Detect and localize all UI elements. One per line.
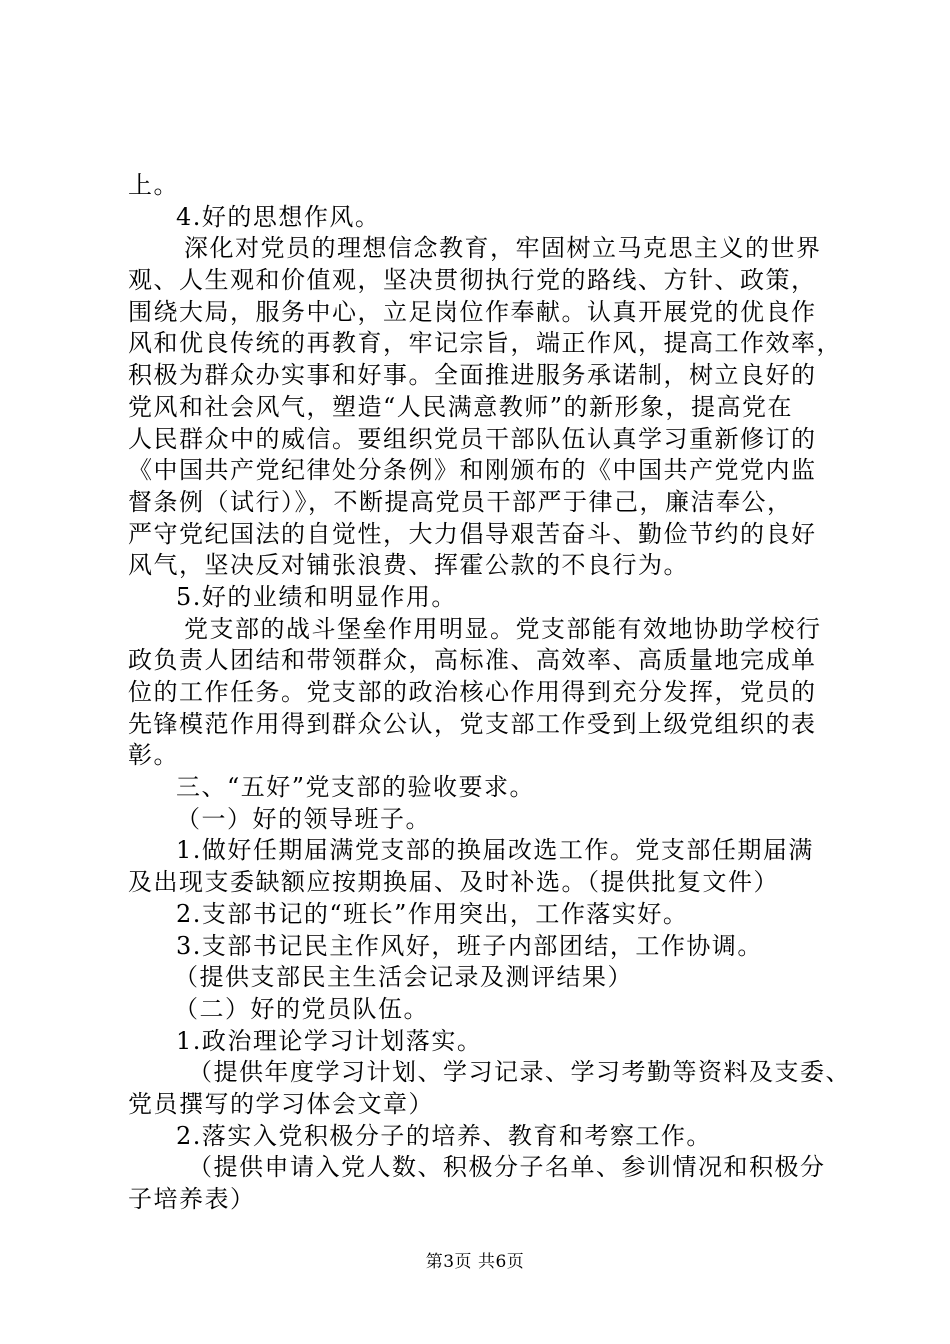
- text-line: 1.做好任期届满党支部的换届改选工作。党支部任期届满: [176, 836, 814, 865]
- text-line: 政负责人团结和带领群众，高标准、高效率、高质量地完成单: [128, 646, 817, 675]
- text-line: 1.政治理论学习计划落实。: [176, 1026, 483, 1055]
- text-line: （提供年度学习计划、学习记录、学习考勤等资料及支委、: [188, 1058, 851, 1087]
- text-line: （提供申请入党人数、积极分子名单、参训情况和积极分: [188, 1153, 826, 1182]
- text-line: 上。: [128, 171, 179, 199]
- text-line: 《中国共产党纪律处分条例》和刚颁布的《中国共产党党内监: [128, 456, 817, 485]
- text-line: 子培养表）: [128, 1185, 256, 1213]
- text-line: 积极为群众办实事和好事。全面推进服务承诺制，树立良好的: [128, 361, 817, 390]
- subsection-heading: （一）好的领导班子。: [176, 804, 431, 833]
- text-line: 党员撰写的学习体会文章）: [128, 1089, 434, 1118]
- text-line: 2.支部书记的“班长”作用突出，工作落实好。: [176, 899, 689, 928]
- text-line: 2.落实入党积极分子的培养、教育和考察工作。: [176, 1121, 712, 1150]
- page-number-footer: 第3页 共6页: [425, 1252, 525, 1272]
- section-heading: 三、“五好”党支部的验收要求。: [176, 773, 536, 802]
- subsection-heading: （二）好的党员队伍。: [174, 994, 429, 1023]
- text-line: 风气，坚决反对铺张浪费、挥霍公款的不良行为。: [128, 551, 689, 580]
- text-line: 深化对党员的理想信念教育，牢固树立马克思主义的世界: [184, 234, 822, 263]
- text-line: 位的工作任务。党支部的政治核心作用得到充分发挥，党员的: [128, 678, 817, 706]
- text-line: 严守党纪国法的自觉性，大力倡导艰苦奋斗、勤俭节约的良好: [128, 519, 817, 548]
- text-line: 观、人生观和价值观，坚决贯彻执行党的路线、方针、政策，: [128, 266, 817, 295]
- document-body: [128, 170, 863, 1216]
- text-line: 3.支部书记民主作风好，班子内部团结，工作协调。: [176, 931, 763, 960]
- text-line: 人民群众中的威信。要组织党员干部队伍认真学习重新修订的: [128, 424, 817, 453]
- section-heading: 5.好的业绩和明显作用。: [176, 582, 457, 611]
- text-line: 先锋模范作用得到群众公认，党支部工作受到上级党组织的表: [128, 709, 817, 738]
- section-heading: 4.好的思想作风。: [176, 202, 381, 231]
- text-line: 及出现支委缺额应按期换届、及时补选。（提供批复文件）: [128, 868, 779, 897]
- text-line: 风和优良传统的再教育，牢记宗旨，端正作风，提高工作效率，: [128, 329, 842, 358]
- text-line: 党支部的战斗堡垒作用明显。党支部能有效地协助学校行: [184, 614, 822, 643]
- text-line: （提供支部民主生活会记录及测评结果）: [174, 963, 633, 992]
- text-line: 督条例（试行）》，不断提高党员干部严于律己，廉洁奉公，: [128, 487, 793, 516]
- text-line: 党风和社会风气，塑造“人民满意教师”的新形象，提高党在: [128, 392, 794, 421]
- text-line: 围绕大局，服务中心，立足岗位作奉献。认真开展党的优良作: [128, 297, 817, 326]
- text-line: 彰。: [128, 741, 179, 770]
